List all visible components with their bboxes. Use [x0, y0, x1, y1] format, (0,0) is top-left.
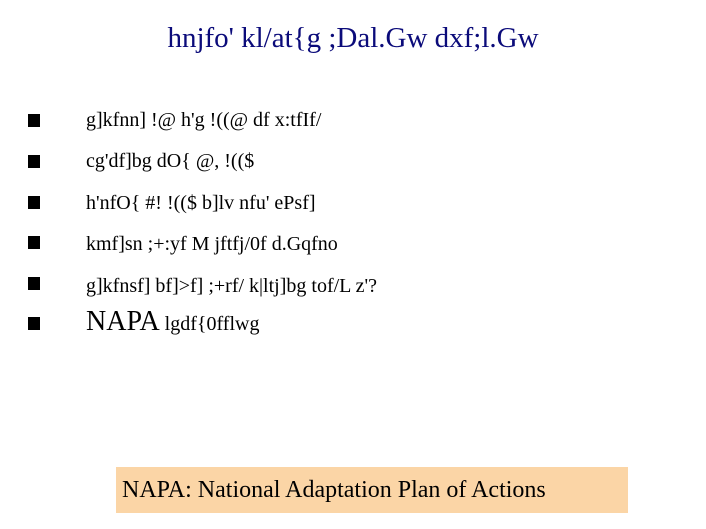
bullet-text: g]kfnsf] bf]>f] ;+rf/ k|ltj]bg tof/L z'?: [86, 275, 377, 297]
napa-footnote: NAPA: National Adaptation Plan of Actions: [116, 467, 628, 513]
bullet-item: [28, 272, 688, 306]
square-bullet-icon: [28, 196, 40, 209]
square-bullet-icon: [28, 155, 40, 168]
square-bullet-icon: [28, 277, 40, 290]
bullet-text: kmf]sn ;+:yf M jftfj/0f d.Gqfno: [86, 233, 338, 255]
napa-abbrev: NAPA: [86, 306, 160, 337]
bullet-text-rest: lgdf{0fflwg: [159, 313, 260, 335]
slide-title: hnjfo' kl/at{g ;Dal.Gw dxf;l.Gw: [167, 22, 539, 54]
bullet-item: [28, 108, 688, 142]
square-bullet-icon: [28, 114, 40, 127]
bullet-text: [86, 306, 260, 337]
bullet-item: [28, 306, 688, 346]
bullet-text: cg'df]bg dO{ @, !(($: [86, 150, 255, 172]
bullet-item: [28, 232, 688, 266]
bullet-text: g]kfnn] !@ h'g !((@ df x:tfIf/: [86, 109, 322, 131]
bullet-text: h'nfO{ #! !(($ b]lv nfu' ePsf]: [86, 192, 316, 214]
square-bullet-icon: [28, 236, 40, 249]
bullet-item: [28, 191, 688, 225]
bullet-item: [28, 149, 688, 183]
square-bullet-icon: [28, 317, 40, 330]
